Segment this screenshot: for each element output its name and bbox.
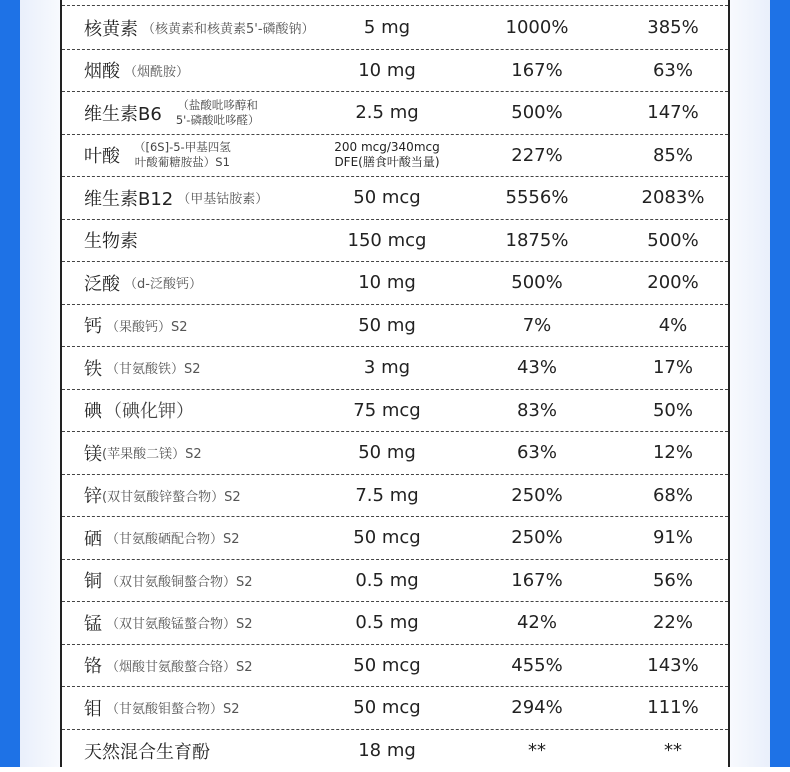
nutrient-source: （核黄素和核黄素5'-磷酸钠） — [142, 18, 315, 37]
amount-per-serving: 3 mg — [332, 347, 442, 389]
daily-value-child: 4% — [618, 305, 728, 347]
amount-per-serving: 50 mcg — [332, 687, 442, 729]
daily-value-child: 91% — [618, 517, 728, 559]
nutrient-name: 铜 — [84, 567, 102, 593]
amount-per-serving: 0.5 mg — [332, 560, 442, 602]
daily-value-adult: 5556% — [482, 177, 592, 219]
nutrient-name: 生物素 — [84, 227, 138, 253]
amount-per-serving: 200 mcg/340mcg DFE(膳食叶酸当量) — [332, 135, 442, 177]
nutrient-row-mixed-tocopherols — [62, 730, 728, 772]
amount-per-serving: 5 mg — [332, 7, 442, 49]
daily-value-child: 50% — [618, 390, 728, 432]
nutrient-name: 锰 — [84, 610, 102, 636]
nutrient-source: （果酸钙）S2 — [106, 316, 188, 335]
nutrient-row-biotin — [62, 220, 728, 263]
nutrient-row-copper — [62, 560, 728, 603]
nutrient-source: （盐酸吡哆醇和 5'-磷酸吡哆醛） — [176, 98, 260, 128]
nutrient-name: 钙 — [84, 312, 102, 338]
daily-value-adult: 42% — [482, 602, 592, 644]
nutrient-source: （甘氨酸钼螯合物）S2 — [106, 698, 240, 717]
nutrient-source: （[6S]-5-甲基四氢 叶酸葡糖胺盐）S1 — [134, 140, 231, 170]
amount-per-serving: 2.5 mg — [332, 92, 442, 134]
daily-value-child: 63% — [618, 50, 728, 92]
nutrient-source: (双甘氨酸锌螯合物）S2 — [102, 486, 241, 505]
daily-value-child: 17% — [618, 347, 728, 389]
nutrient-source: （双甘氨酸铜螯合物）S2 — [106, 571, 253, 590]
daily-value-adult: 63% — [482, 432, 592, 474]
nutrient-row-chromium — [62, 645, 728, 688]
daily-value-adult: 1875% — [482, 220, 592, 262]
daily-value-adult: 500% — [482, 262, 592, 304]
nutrient-name: 碘 — [84, 397, 102, 423]
daily-value-child: ** — [618, 730, 728, 772]
nutrient-name: 叶酸 — [84, 142, 120, 168]
nutrient-name: 核黄素 — [84, 15, 138, 41]
daily-value-child: 385% — [618, 7, 728, 49]
nutrient-row-pantothenic-acid — [62, 262, 728, 305]
amount-per-serving: 0.5 mg — [332, 602, 442, 644]
amount-per-serving: 10 mg — [332, 50, 442, 92]
daily-value-adult: 167% — [482, 560, 592, 602]
nutrient-source: （d-泛酸钙） — [124, 273, 202, 292]
nutrient-name: 铬 — [84, 652, 102, 678]
daily-value-adult: 167% — [482, 50, 592, 92]
nutrient-row-iodine — [62, 390, 728, 433]
daily-value-adult: 227% — [482, 135, 592, 177]
nutrient-rows — [62, 7, 728, 772]
left-accent-stripe — [0, 0, 20, 767]
nutrient-row-iron — [62, 347, 728, 390]
daily-value-adult: 1000% — [482, 7, 592, 49]
daily-value-adult: 455% — [482, 645, 592, 687]
daily-value-adult: 294% — [482, 687, 592, 729]
daily-value-child: 85% — [618, 135, 728, 177]
table-top-divider — [62, 5, 728, 6]
nutrient-row-calcium — [62, 305, 728, 348]
nutrient-source: （甘氨酸硒配合物）S2 — [106, 528, 240, 547]
daily-value-adult: 500% — [482, 92, 592, 134]
nutrient-source: （甲基钴胺素） — [177, 188, 268, 207]
nutrient-name: 维生素B6 — [84, 100, 162, 126]
daily-value-child: 500% — [618, 220, 728, 262]
nutrient-name: 钼 — [84, 695, 102, 721]
nutrient-name: 泛酸 — [84, 270, 120, 296]
daily-value-adult: 250% — [482, 475, 592, 517]
nutrient-row-riboflavin — [62, 7, 728, 50]
nutrient-name: 烟酸 — [84, 57, 120, 83]
nutrient-name: 镁 — [84, 440, 102, 466]
daily-value-adult: 83% — [482, 390, 592, 432]
nutrient-row-zinc — [62, 475, 728, 518]
nutrient-name: 硒 — [84, 525, 102, 551]
nutrition-facts-table — [60, 0, 730, 767]
nutrient-source: （碘化钾） — [104, 397, 194, 423]
daily-value-child: 143% — [618, 645, 728, 687]
nutrient-row-magnesium — [62, 432, 728, 475]
daily-value-child: 200% — [618, 262, 728, 304]
nutrient-row-vitamin-b12 — [62, 177, 728, 220]
daily-value-child: 68% — [618, 475, 728, 517]
nutrient-name: 维生素B12 — [84, 185, 173, 211]
nutrient-name: 天然混合生育酚 — [84, 738, 210, 764]
nutrient-source: （烟酰胺） — [124, 61, 189, 80]
amount-per-serving: 75 mcg — [332, 390, 442, 432]
daily-value-child: 111% — [618, 687, 728, 729]
daily-value-child: 12% — [618, 432, 728, 474]
amount-per-serving: 18 mg — [332, 730, 442, 772]
amount-per-serving: 7.5 mg — [332, 475, 442, 517]
nutrient-row-vitamin-b6 — [62, 92, 728, 135]
nutrient-row-manganese — [62, 602, 728, 645]
daily-value-child: 2083% — [618, 177, 728, 219]
nutrient-name: 铁 — [84, 355, 102, 381]
daily-value-child: 147% — [618, 92, 728, 134]
nutrient-row-folate — [62, 135, 728, 178]
daily-value-child: 22% — [618, 602, 728, 644]
nutrient-name: 锌 — [84, 482, 102, 508]
daily-value-adult: ** — [482, 730, 592, 772]
daily-value-adult: 250% — [482, 517, 592, 559]
amount-per-serving: 50 mg — [332, 432, 442, 474]
nutrient-row-molybdenum — [62, 687, 728, 730]
amount-per-serving: 50 mcg — [332, 645, 442, 687]
amount-per-serving: 50 mg — [332, 305, 442, 347]
nutrient-source: （双甘氨酸锰螯合物）S2 — [106, 613, 253, 632]
amount-per-serving: 10 mg — [332, 262, 442, 304]
amount-per-serving: 50 mcg — [332, 517, 442, 559]
amount-per-serving: 150 mcg — [332, 220, 442, 262]
daily-value-adult: 7% — [482, 305, 592, 347]
daily-value-child: 56% — [618, 560, 728, 602]
amount-per-serving: 50 mcg — [332, 177, 442, 219]
nutrient-source: （烟酸甘氨酸螯合铬）S2 — [106, 656, 253, 675]
daily-value-adult: 43% — [482, 347, 592, 389]
nutrient-source: (苹果酸二镁）S2 — [102, 443, 202, 462]
right-accent-stripe — [770, 0, 790, 767]
nutrient-row-selenium — [62, 517, 728, 560]
nutrient-source: （甘氨酸铁）S2 — [106, 358, 201, 377]
nutrient-row-niacin — [62, 50, 728, 93]
